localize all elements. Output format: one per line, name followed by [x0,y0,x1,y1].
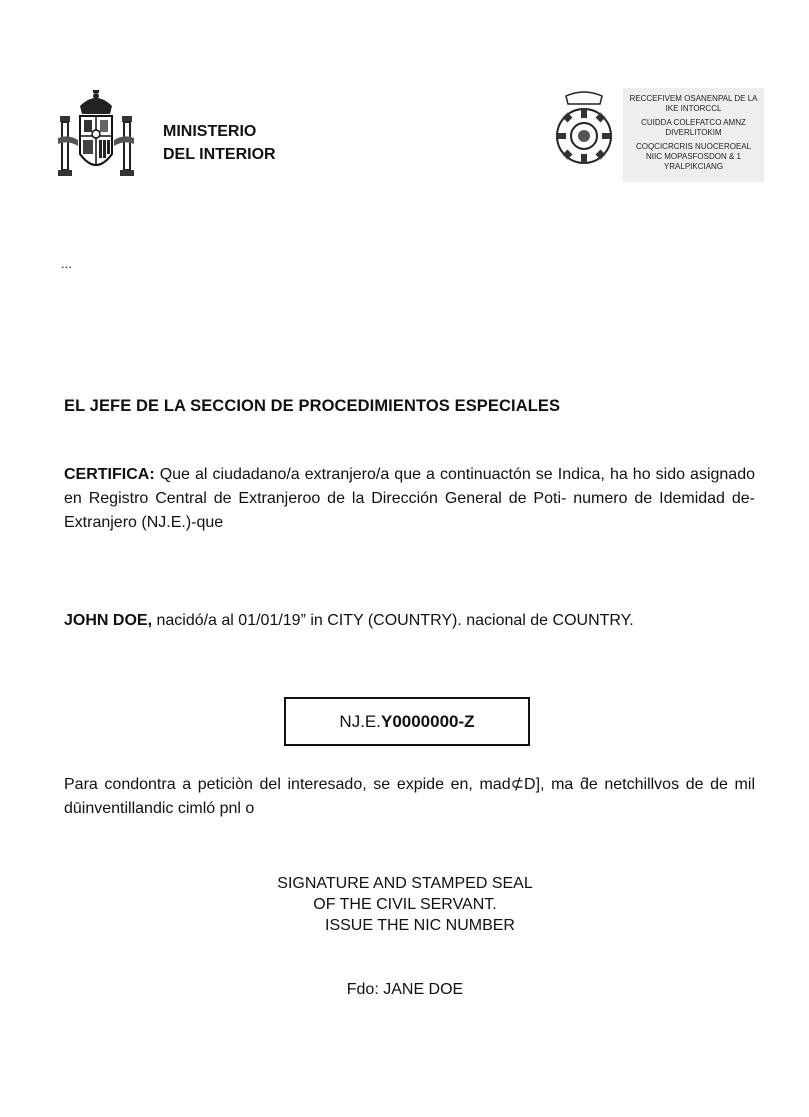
ellipsis-mark: ... [61,256,72,271]
police-seal-logo [554,90,614,168]
document-heading: EL JEFE DE LA SECCION DE PROCEDIMIENTOS ESPECIALES [64,397,561,415]
issuing-office-stamp [623,88,764,182]
person-paragraph [64,609,755,633]
office-line-3: COQCICRCRIS NUOCEROEAL NIIC MOPASFOSDON & 1 YRALPIKCIANG [635,142,752,171]
ministry-line-2: DEL INTERIOR [163,146,276,163]
office-line-1: RECCEFIVEM OSANENPAL DE LA IKE INTORCCL [629,94,758,113]
person-name: JOHN DOE, [64,612,153,629]
certifica-label: CERTIFICA: [64,466,155,483]
nie-prefix: NJ.E. [339,711,381,731]
coat-of-arms-logo [50,88,142,184]
signature-line-3: ISSUE THE NIC NUMBER [325,917,515,934]
ministry-line-1: MINISTERIO [163,123,257,140]
certification-paragraph [64,463,755,535]
office-line-2: CUIDDA COLEFATCO AMNZ DIVERLITOKIM [641,118,746,137]
signature-line-1: SIGNATURE AND STAMPED SEAL [277,875,533,892]
ministry-name [163,120,276,166]
signer-name: Fdo: JANE DOE [346,981,464,998]
nie-number-box [284,697,530,746]
closing-paragraph: Para condontra a peticiòn del interesado, se expide en, mad⊄D], ma d̂e netchillvos de de mil dūinventillandic cimló pnl o [64,776,755,817]
signature-line-2: OF THE CIVIL SERVANT. [313,896,497,913]
certifica-text: Que al ciudadano/a extranjero/a que a continuactón se Indica, ha ho sido asignado en Registro Central de Extranjeroo de la Dirección General de Poti- numero de Idemidad de-Extranjero (NJ.E.)-que [64,466,755,531]
person-details: nacidó/a al 01/01/19” in CITY (COUNTRY). nacional de COUNTRY. [152,612,634,629]
nie-number: Y0000000-Z [380,711,475,731]
